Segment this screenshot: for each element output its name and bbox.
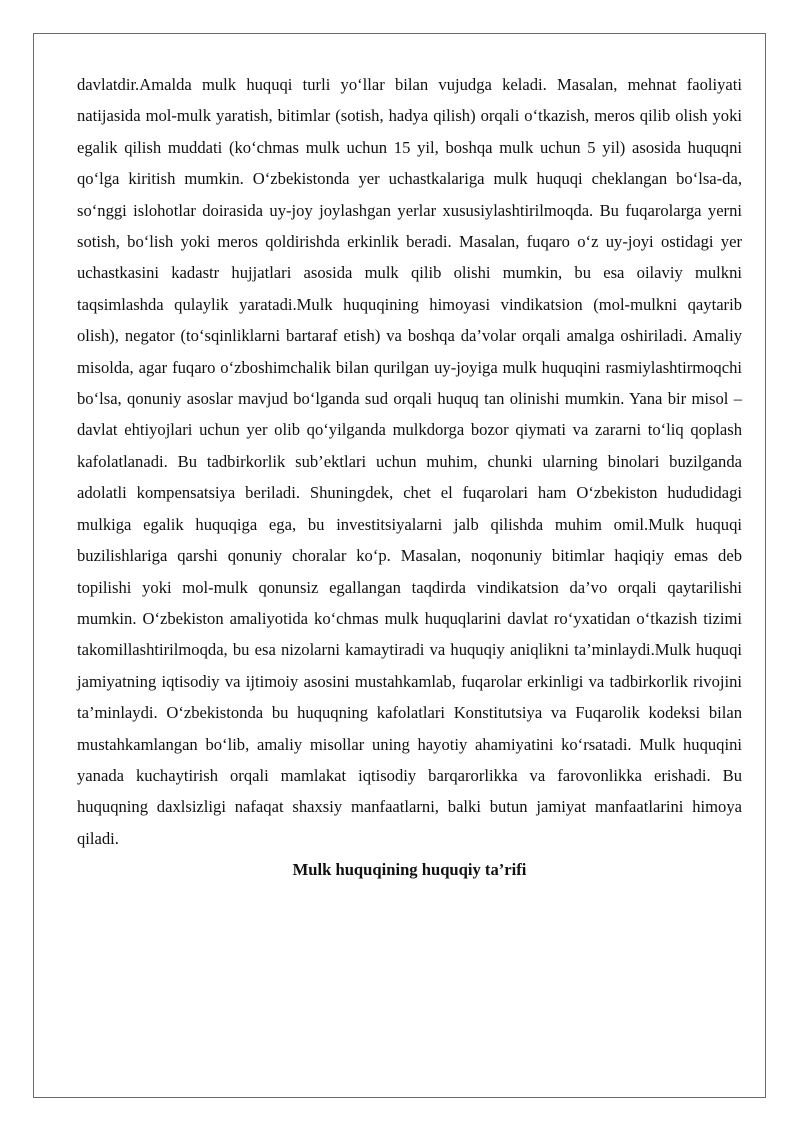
page-content — [77, 69, 742, 886]
body-paragraph: davlatdir.Amalda mulk huquqi turli yo‘llar bilan vujudga keladi. Masalan, mehnat faoliyati natijasida mol-mulk yaratish, bitimlar (sotish, hadya qilish) orqali o‘tkazish, meros qilib olish yoki egalik qilish muddati (ko‘chmas mulk uchun 15 yil, boshqa mulk uchun 5 yil) asosida huquqni qo‘lga kiritish mumkin. O‘zbekistonda yer uchastkalariga mulk huquqi cheklangan bo‘lsa-da, so‘nggi islohotlar doirasida uy-joy joylashgan yerlar xususiylashtirilmoqda. Bu fuqarolarga yerni sotish, bo‘lish yoki meros qoldirishda erkinlik beradi. Masalan, fuqaro o‘z uy-joyi ostidagi yer uchastkasini kadastr hujjatlari asosida mulk qilib olishi mumkin, bu esa oilaviy mulkni taqsimlashda qulaylik yaratadi.Mulk huquqining himoyasi vindikatsion (mol-mulkni qaytarib olish), negator (to‘sqinliklarni bartaraf etish) va boshqa da’volar orqali amalga oshiriladi. Amaliy misolda, agar fuqaro o‘zboshimchalik bilan qurilgan uy-joyiga mulk huquqini rasmiylashtirmoqchi bo‘lsa, qonuniy asoslar mavjud bo‘lganda sud orqali huquq tan olinishi mumkin. Yana bir misol – davlat ehtiyojlari uchun yer olib qo‘yilganda mulkdorga bozor qiymati va zararni to‘liq qoplash kafolatlanadi. Bu tadbirkorlik sub’ektlari uchun muhim, chunki ularning binolari buzilganda adolatli kompensatsiya beriladi. Shuningdek, chet el fuqarolari ham O‘zbekiston hududidagi mulkiga egalik huquqiga ega, bu investitsiyalarni jalb qilishda muhim omil.Mulk huquqi buzilishlariga qarshi qonuniy choralar ko‘p. Masalan, noqonuniy bitimlar haqiqiy emas deb topilishi yoki mol-mulk qonunsiz egallangan taqdirda vindikatsion da’vo orqali qaytarilishi mumkin. O‘zbekiston amaliyotida ko‘chmas mulk huquqlarini davlat ro‘yxatidan o‘tkazish tizimi takomillashtirilmoqda, bu esa nizolarni kamaytiradi va huquqiy aniqlikni ta’minlaydi.Mulk huquqi jamiyatning iqtisodiy va ijtimoiy asosini mustahkamlab, fuqarolar erkinligi va tadbirkorlik rivojini ta’minlaydi. O‘zbekistonda bu huquqning kafolatlari Konstitutsiya va Fuqarolik kodeksi bilan mustahkamlangan bo‘lib, amaliy misollar uning hayotiy ahamiyatini ko‘rsatadi. Mulk huquqini yanada kuchaytirish orqali mamlakat iqtisodiy barqarorlikka va farovonlikka erishadi. Bu huquqning daxlsizligi nafaqat shaxsiy manfaatlarni, balki butun jamiyat manfaatlarini himoya qiladi. — [77, 75, 742, 848]
section-heading: Mulk huquqining huquqiy ta’rifi — [292, 860, 527, 880]
